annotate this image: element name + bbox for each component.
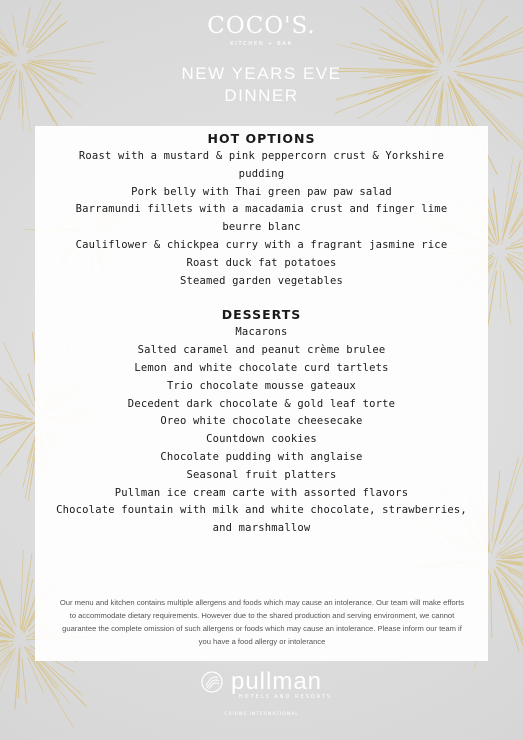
pullman-location: CAIRNS INTERNATIONAL	[224, 712, 299, 717]
pullman-emblem-icon	[201, 671, 223, 693]
firework-ray	[495, 500, 507, 541]
firework-ray	[505, 228, 523, 249]
pullman-logo	[0, 670, 523, 717]
firework-ray	[517, 231, 523, 244]
firework-ray	[490, 574, 492, 638]
event-title-line2: DINNER	[224, 86, 299, 105]
firework-ray	[507, 233, 523, 249]
hot-options-heading: HOT OPTIONS	[207, 131, 316, 146]
desserts-heading: DESSERTS	[221, 307, 302, 323]
menu-item: Pullman ice cream carte with assorted flavors	[114, 486, 409, 499]
firework-ray	[503, 271, 511, 324]
menu-item: Steamed garden vegetables	[179, 274, 344, 287]
menu-item: Trio chocolate mousse gateaux	[166, 379, 357, 392]
firework-ray	[0, 51, 3, 57]
menu-content	[35, 130, 488, 538]
event-title	[0, 63, 523, 107]
logo-tagline: KITCHEN + BAR	[230, 41, 293, 47]
event-title-line1: NEW YEARS EVE	[181, 64, 342, 83]
section-spacer	[35, 290, 488, 306]
menu-item: Decedent dark chocolate & gold leaf torte	[127, 397, 396, 410]
firework-ray	[0, 557, 10, 625]
firework-ray	[501, 527, 523, 556]
menu-item: Barramundi fillets with a macadamia crust and finger lime beurre blanc	[75, 203, 448, 234]
menu-item: Salted caramel and peanut crème brulee	[137, 344, 386, 357]
menu-item: Countdown cookies	[206, 433, 317, 446]
menu-item: Roast duck fat potatoes	[186, 256, 337, 269]
menu-item: Seasonal fruit platters	[186, 468, 337, 481]
menu-item: Cauliflower & chickpea curry with a fragrant jasmine rice	[75, 238, 448, 251]
cocos-logo	[0, 12, 523, 47]
firework-ray	[0, 362, 35, 414]
menu-item: Chocolate fountain with milk and white chocolate, strawberries, and marshmallow	[56, 504, 467, 535]
menu-item: Oreo white chocolate cheesecake	[160, 415, 363, 428]
menu-item: Pork belly with Thai green paw paw salad	[131, 185, 392, 198]
pullman-wordmark: pullman	[230, 668, 323, 695]
menu-item: Roast with a mustard & pink peppercorn crust & Yorkshire pudding	[78, 150, 445, 180]
firework-ray	[505, 192, 517, 234]
menu-item: Macarons	[235, 326, 288, 339]
pullman-logo-row	[0, 670, 523, 694]
firework-ray	[38, 60, 93, 61]
pullman-subtitle: HOTELS AND RESORTS	[238, 694, 333, 700]
firework-ray	[496, 515, 523, 555]
firework-ray	[499, 476, 523, 544]
firework-ray	[502, 172, 521, 244]
firework-ray	[6, 388, 35, 415]
menu-item: Lemon and white chocolate curd tartlets	[134, 361, 389, 374]
firework-ray	[497, 582, 519, 651]
firework-ray	[497, 566, 523, 613]
allergen-notice: Our menu and kitchen contains multiple allergens and foods which may cause an intolerance. Our team will make efforts to accommodate dietary requirements. However due to the shared production and serving environment, we cannot guarantee the complete omission of such allergens or foods which may cause an intolerance. Please inform our team if you have a food allergy or intolerance	[59, 598, 465, 646]
firework-ray	[0, 592, 15, 635]
menu-item: Chocolate pudding with anglaise	[160, 450, 363, 463]
logo-wordmark: COCO'S.	[207, 13, 316, 39]
menu-panel	[35, 126, 488, 661]
firework-ray	[0, 556, 15, 625]
firework-ray	[502, 161, 520, 240]
firework-ray	[494, 193, 498, 229]
firework-ray	[507, 258, 523, 320]
firework-ray	[500, 263, 501, 308]
